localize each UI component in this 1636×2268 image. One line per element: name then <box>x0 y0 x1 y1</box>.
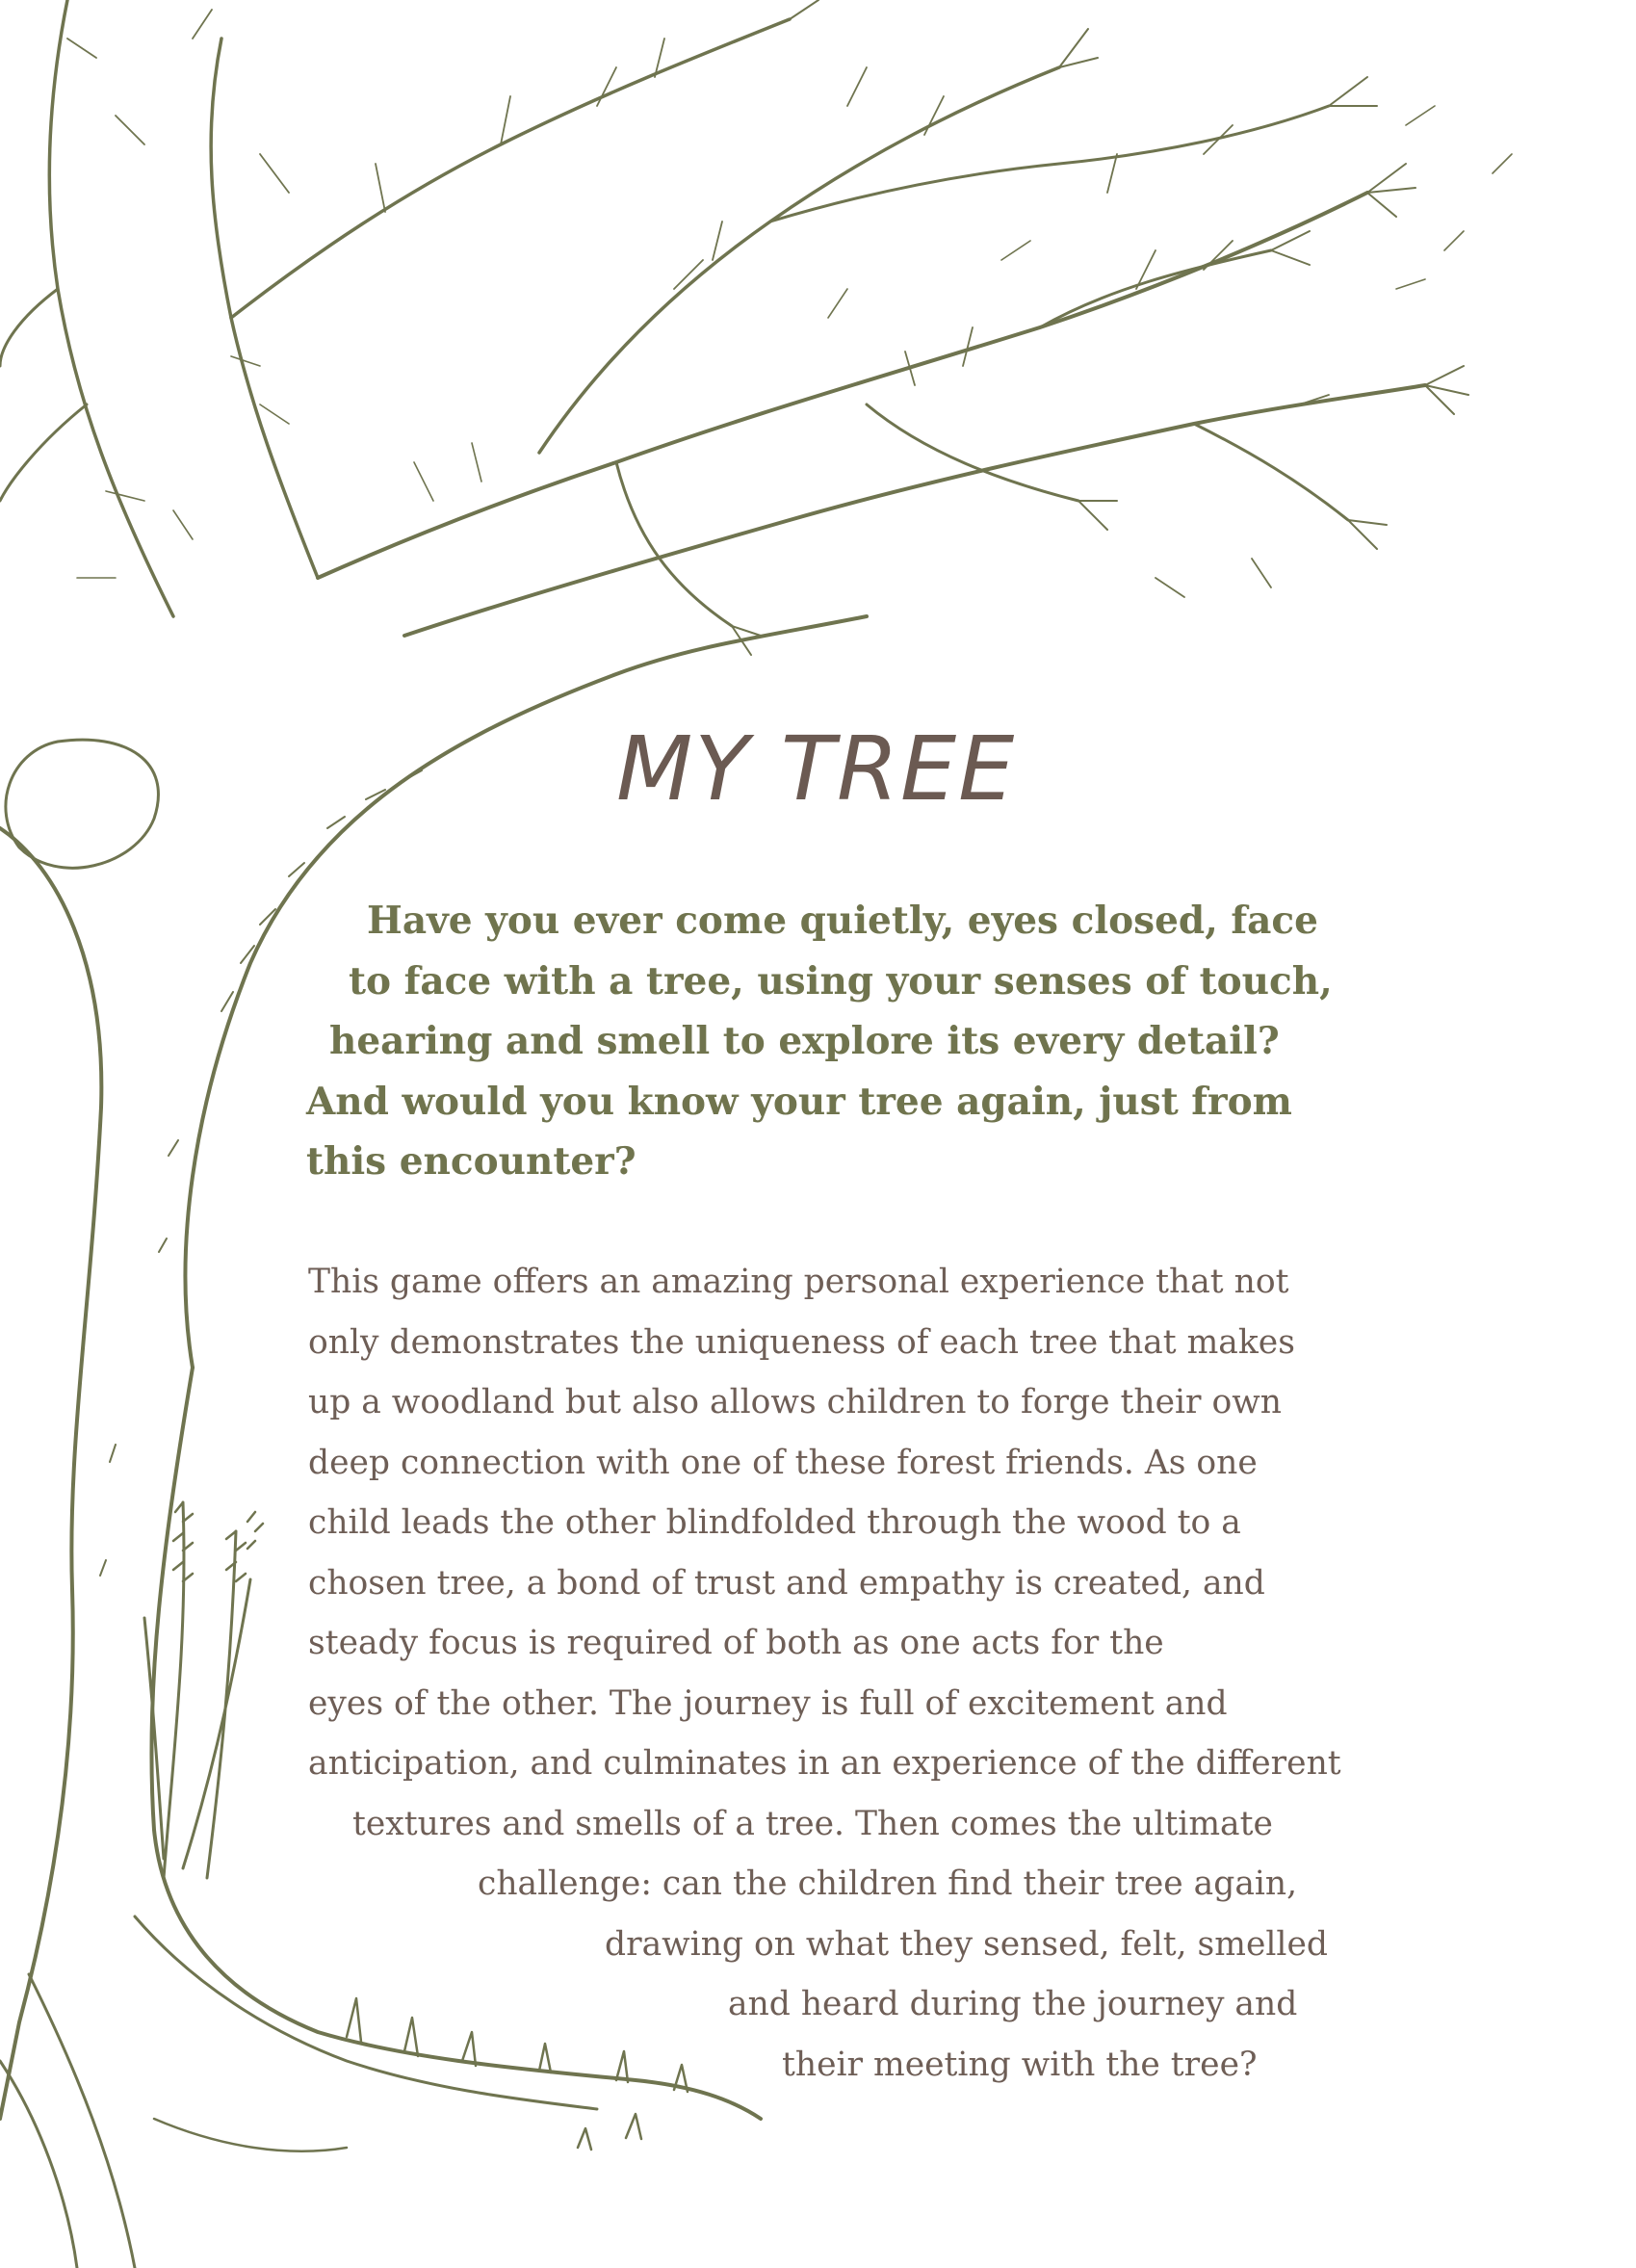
body-line: eyes of the other. The journey is full of excitement and <box>308 1683 1228 1723</box>
body-line: textures and smells of a tree. Then comes the ultimate <box>352 1804 1273 1843</box>
root-line <box>154 2119 347 2151</box>
intro-line: hearing and smell to explore its every detail? <box>329 1019 1280 1063</box>
trunk-outline-left <box>0 828 101 2119</box>
branch <box>539 67 1059 453</box>
body-line: their meeting with the tree? <box>782 2045 1258 2084</box>
body-line: and heard during the journey and <box>728 1985 1298 2023</box>
trunk-knot <box>6 740 159 868</box>
body-line: This game offers an amazing personal experience that not <box>308 1263 1289 1301</box>
twigs <box>732 0 1468 655</box>
root-line <box>0 2061 77 2268</box>
branch <box>770 106 1329 222</box>
body-line: child leads the other blindfolded through the wood to a <box>308 1503 1241 1542</box>
page-title: MY TREE <box>616 717 1017 821</box>
body-line: drawing on what they sensed, felt, smelled <box>605 1924 1328 1964</box>
reeds <box>144 1502 250 1878</box>
body-line: steady focus is required of both as one acts for the <box>308 1624 1164 1662</box>
root-line <box>135 1916 597 2109</box>
body-line: anticipation, and culminates in an experience of the different <box>308 1744 1341 1783</box>
body-line: only demonstrates the uniqueness of each tree that makes <box>308 1322 1295 1362</box>
intro-line: to face with a tree, using your senses of touch, <box>349 958 1333 1004</box>
branch <box>211 39 318 578</box>
branch <box>318 193 1367 578</box>
body-line: challenge: can the children find their tree again, <box>478 1864 1298 1903</box>
reed-seedheads <box>173 1502 263 1581</box>
twigs <box>67 10 1329 597</box>
branch <box>404 385 1425 636</box>
body-line: deep connection with one of these forest friends. As one <box>308 1443 1258 1482</box>
branch <box>1040 250 1348 520</box>
branch <box>49 0 173 616</box>
twigs <box>77 106 1512 578</box>
intro-line: this encounter? <box>306 1139 636 1184</box>
branch <box>0 289 87 501</box>
root-line <box>29 1974 135 2268</box>
body-line: up a woodland but also allows children to forge their own <box>308 1383 1283 1421</box>
branch <box>231 19 790 318</box>
grass-tufts <box>347 1998 688 2150</box>
intro-line: And would you know your tree again, just from <box>306 1079 1292 1124</box>
intro-line: Have you ever come quietly, eyes closed, face <box>367 899 1318 943</box>
body-line: chosen tree, a bond of trust and empathy is created, and <box>308 1563 1265 1603</box>
